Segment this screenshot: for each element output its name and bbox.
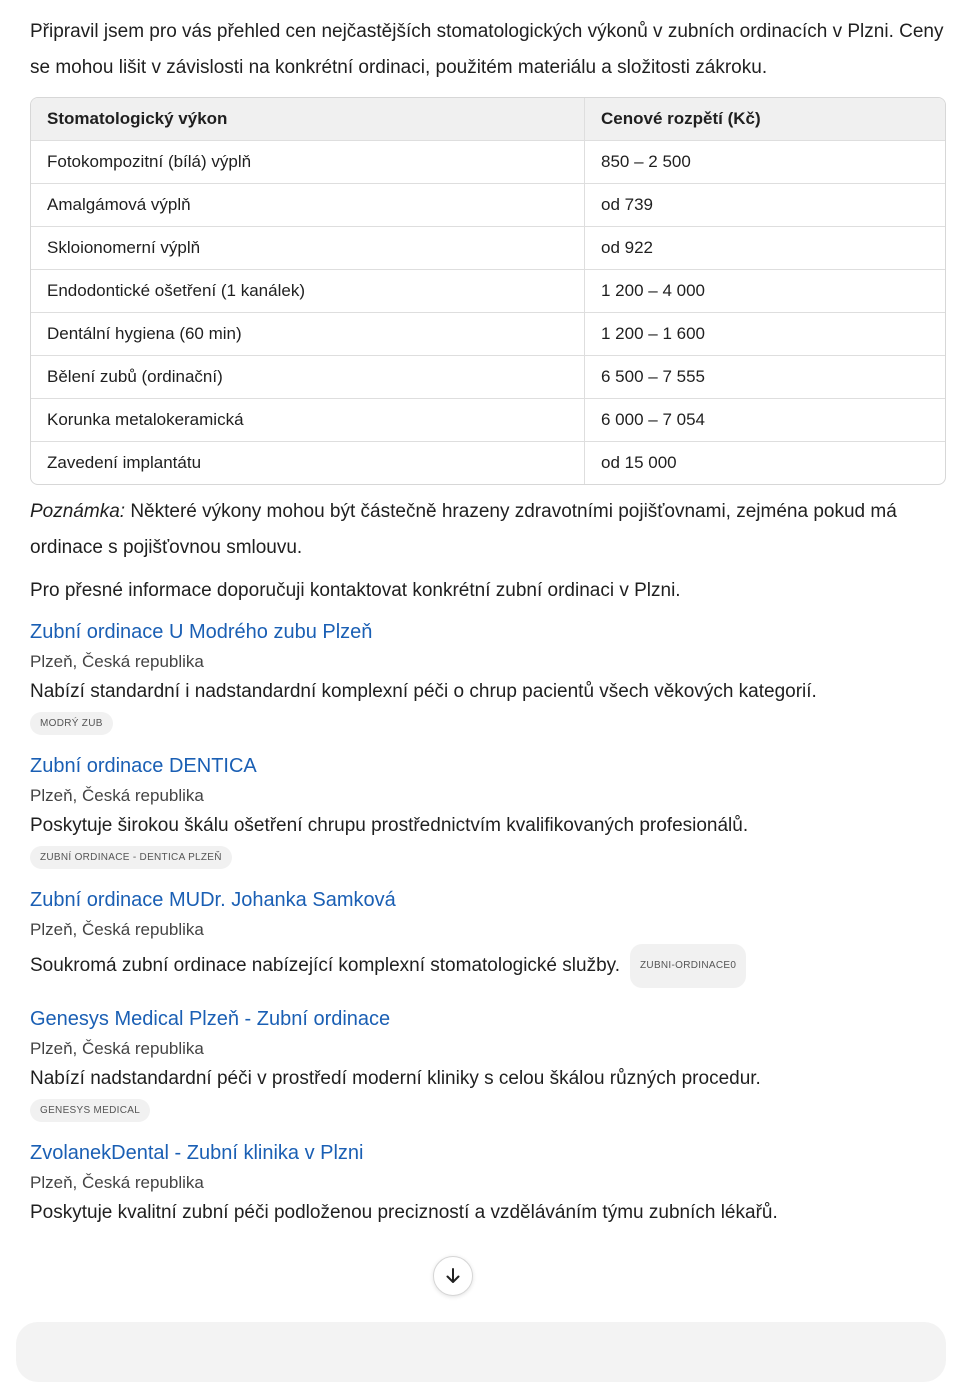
price-cell: od 739 (585, 184, 946, 227)
table-row (31, 270, 945, 313)
source-chip[interactable]: ZUBNI-ORDINACE0 (630, 944, 746, 988)
note-text: Některé výkony mohou být částečně hrazeny zdravotními pojišťovnami, zejména pokud má ordinace s pojišťovnou smlouvu. (30, 501, 897, 558)
price-cell: 850 – 2 500 (585, 141, 946, 184)
price-cell: 6 000 – 7 054 (585, 399, 946, 442)
place-card (30, 1138, 948, 1229)
message-composer[interactable] (16, 1322, 946, 1382)
source-chip[interactable]: ZUBNÍ ORDINACE - DENTICA PLZEŇ (30, 846, 232, 869)
table-row (31, 356, 945, 399)
procedure-cell: Amalgámová výplň (31, 184, 585, 227)
place-link[interactable]: Zubní ordinace U Modrého zubu Plzeň (30, 621, 373, 643)
bottom-fade (0, 1300, 978, 1324)
table-row (31, 227, 945, 270)
price-cell: 6 500 – 7 555 (585, 356, 946, 399)
scroll-down-button[interactable] (433, 1256, 473, 1296)
procedure-cell: Endodontické ošetření (1 kanálek) (31, 270, 585, 313)
place-description: Nabízí nadstandardní péči v prostředí moderní kliniky s celou škálou různých procedur. (30, 1068, 761, 1089)
place-link[interactable]: Genesys Medical Plzeň - Zubní ordinace (30, 1008, 391, 1030)
place-description: Nabízí standardní i nadstandardní komplexní péči o chrup pacientů všech věkových kategorií. (30, 681, 817, 702)
column-header-procedure: Stomatologický výkon (31, 98, 585, 141)
contact-paragraph: Pro přesné informace doporučuji kontaktovat konkrétní zubní ordinaci v Plzni. (30, 580, 681, 601)
price-cell: od 922 (585, 227, 946, 270)
table-row (31, 184, 945, 227)
source-chip[interactable]: GENESYS MEDICAL (30, 1099, 150, 1122)
place-description-text: Soukromá zubní ordinace nabízející komplexní stomatologické služby. (30, 955, 621, 977)
table-row (31, 141, 945, 184)
price-cell: 1 200 – 1 600 (585, 313, 946, 356)
intro-text: Připravil jsem pro vás přehled cen nejčastějších stomatologických výkonů v zubních ordinacích v Plzni. Ceny se mohou lišit v závislosti na konkrétní ordinaci, použitém materiálu a složitosti zákroku. (30, 21, 944, 78)
procedure-cell: Fotokompozitní (bílá) výplň (31, 141, 585, 184)
table-row (31, 313, 945, 356)
place-card (30, 1004, 948, 1122)
arrow-down-icon (445, 1267, 461, 1285)
column-header-price: Cenové rozpětí (Kč) (585, 98, 946, 141)
table-row (31, 399, 945, 442)
place-card (30, 617, 948, 735)
procedure-cell: Zavedení implantátu (31, 442, 585, 485)
place-description: Poskytuje širokou škálu ošetření chrupu prostřednictvím kvalifikovaných profesionálů. (30, 815, 749, 836)
place-link[interactable]: Zubní ordinace MUDr. Johanka Samková (30, 889, 396, 911)
table-row (31, 442, 945, 485)
price-cell: od 15 000 (601, 453, 677, 472)
note-paragraph (30, 494, 948, 566)
place-description: Poskytuje kvalitní zubní péči podloženou precizností a vzděláváním týmu zubních lékařů. (30, 1202, 778, 1223)
places-list (30, 617, 948, 1229)
place-location: Plzeň, Česká republika (30, 786, 204, 805)
source-chip[interactable]: MODRÝ ZUB (30, 712, 113, 735)
price-cell: 1 200 – 4 000 (585, 270, 946, 313)
place-description (30, 944, 948, 988)
place-location: Plzeň, Česká republika (30, 1173, 204, 1192)
price-table (30, 97, 946, 485)
place-link[interactable]: Zubní ordinace DENTICA (30, 755, 257, 777)
place-location: Plzeň, Česká republika (30, 1039, 204, 1058)
chat-response (30, 14, 948, 1245)
procedure-cell: Dentální hygiena (60 min) (31, 313, 585, 356)
place-location: Plzeň, Česká republika (30, 652, 204, 671)
procedure-cell: Korunka metalokeramická (31, 399, 585, 442)
place-location: Plzeň, Česká republika (30, 920, 204, 939)
place-link[interactable]: ZvolanekDental - Zubní klinika v Plzni (30, 1142, 364, 1164)
procedure-cell: Bělení zubů (ordinační) (31, 356, 585, 399)
note-label: Poznámka: (30, 501, 126, 522)
table-header-row (31, 98, 945, 141)
place-card (30, 751, 948, 869)
place-card (30, 885, 948, 988)
procedure-cell: Skloionomerní výplň (31, 227, 585, 270)
